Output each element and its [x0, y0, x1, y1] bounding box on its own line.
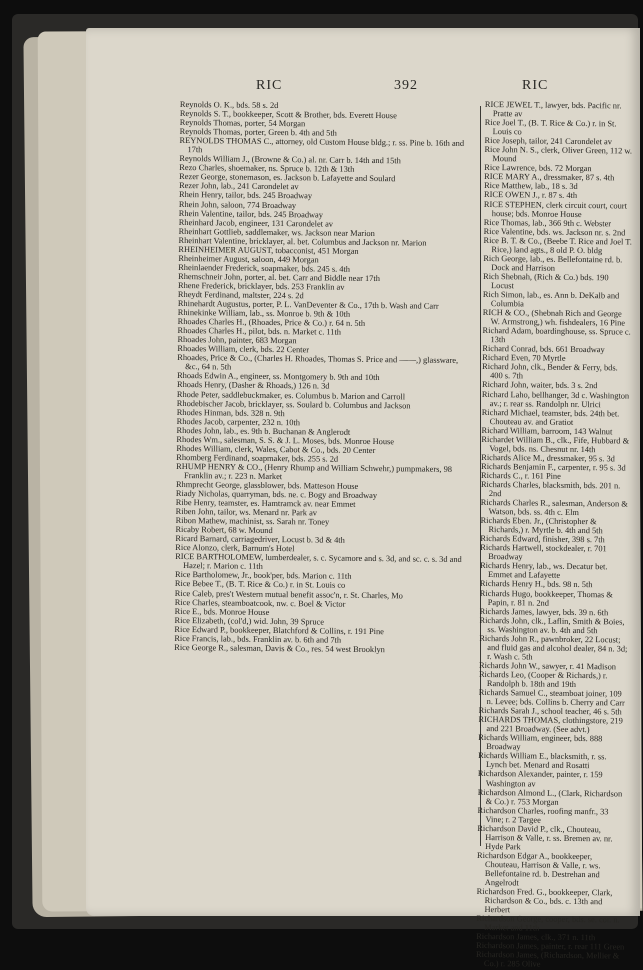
directory-entry: Richards Hugo, bookkeeper, Thomas & Papin, r. 81 n. 2nd [479, 588, 613, 608]
directory-entry: Rheydt Ferdinand, maltster, 224 s. 2d [177, 289, 304, 301]
directory-entry: Rhemschneir John, porter, al. bet. Carr and Biddle near 17th [178, 271, 380, 283]
directory-entry: Reynolds William J., (Browne & Co.) al. nr. Carr b. 14th and 15th [179, 154, 401, 166]
directory-entry: Richards Edward, finisher, 398 s. 7th [480, 534, 605, 545]
directory-entry: Richardson James, (Richardson, Mellier & Co.) r. 285 Olive [476, 950, 620, 970]
directory-entry: Rice Elizabeth, (col'd,) wid. John, 39 Spruce [174, 615, 325, 627]
directory-entry: Riady Nicholas, quarryman, bds. ne. c. Bogy and Broadway [175, 488, 378, 501]
directory-entry: Richard John, clk., Bender & Ferry, bds. 400 s. 7th [482, 362, 618, 381]
directory-entry: Rhoades John, painter, 683 Morgan [177, 335, 297, 346]
directory-entry: Ricaby Robert, 68 w. Mound [175, 525, 273, 536]
directory-entry: RICE BARTHOLOMEW, lumberdealer, s. c. Sycamore and s. 3d, and sc. c. s. 3d and Hazel; r. Marion c. 11th [175, 552, 462, 572]
directory-entry: Richardson Alexander, painter, r. 159 Washington av [477, 769, 603, 789]
directory-entry: Rhodes John, lab., es. 9th b. Buchanan & Anglerodt [176, 425, 351, 437]
left-column [174, 100, 472, 655]
directory-entry: Rice Caleb, pres't Western mutual benefit assoc'n, r. St. Charles, Mo [174, 588, 403, 600]
directory-entry: Rhene Frederick, bricklayer, bds. 253 Franklin av [178, 280, 345, 292]
directory-entry: Richards Samuel C., steamboat joiner, 109 n. Levee; bds. Collins b. Cherry and Carr [478, 688, 625, 708]
directory-entry: Rheinhart Gottlieb, saddlemaker, ws. Jackson near Marion [178, 226, 375, 238]
directory-entry: Richards James, lawyer, bds. 39 n. 6th [479, 606, 609, 617]
directory-entry: RICE STEPHEN, clerk circuit court, court house; bds. Monroe House [483, 199, 627, 219]
directory-entry: Rhode Peter, saddlebuckmaker, es. Columbus b. Marion and Carroll [176, 389, 406, 401]
directory-entry: Richardet William B., clk., Fife, Hubbard & Vogel, bds. ns. Chesnut nr. 14th [481, 434, 630, 454]
directory-entry: Rhoades, Price & Co., (Charles H. Rhoades, Thomas S. Price and ——,) glassware, &c., 64 n. 5th [177, 353, 459, 372]
header-right-guide-word: RIC [522, 78, 549, 93]
directory-entry: Richardson James, painter, r. rear 111 Green [476, 941, 625, 952]
directory-entry: Richardson James, clk., 371 n. 11th [476, 932, 596, 943]
directory-entry: Rich Shebnah, (Rich & Co.) bds. 190 Locust [483, 271, 609, 291]
header-left-guide-word: RIC [256, 78, 283, 93]
directory-entry: Rheinhart Valentine, bricklayer, al. bet. Columbus and Jackson nr. Marion [178, 235, 427, 248]
directory-entry: Rhoads Edwin A., engineer, ss. Montgomery b. 9th and 10th [177, 371, 380, 383]
directory-entry: Reynolds Thomas, porter, 54 Morgan [179, 118, 306, 129]
directory-entry: Rich George, lab., es. Bellefontaine rd. b. Dock and Harrison [483, 253, 623, 273]
directory-entry: Rice Joel T., (B. T. Rice & Co.) r. in St. Louis co [484, 118, 617, 137]
directory-entry: Rheinlaender Frederick, soapmaker, bds. 245 s. 4th [178, 262, 351, 274]
directory-entry: Rhodes Wm., salesman, S. S. & J. L. Moses, bds. Monroe House [176, 434, 395, 446]
directory-entry: Reynolds Thomas, porter, Green b. 4th and 5th [179, 127, 337, 138]
directory-entry: Rezer George, stonemason, es. Jackson b. Lafayette and Soulard [179, 172, 396, 184]
right-column [476, 100, 635, 970]
directory-entry: Rice Lawrence, bds. 72 Morgan [484, 163, 592, 174]
directory-entry: Rice Francis, lab., bds. Franklin av. b. 6th and 7th [174, 633, 342, 645]
directory-entry: Rice Matthew, lab., 18 s. 3d [484, 181, 578, 192]
directory-entry: Richards Charles R., salesman, Anderson & Watson, bds. ss. 4th c. Elm [480, 498, 628, 518]
directory-entry: RICE OWEN J., r. 87 s. 4th [483, 190, 578, 201]
directory-entry: Rice Bebee T., (B. T. Rice & Co.) r. in St. Louis co [174, 579, 346, 591]
directory-entry: Rice Valentine, bds. ws. Jackson nr. s. 2nd [483, 226, 626, 238]
directory-entry: Richard Laho, bellhanger, 3d c. Washington av.; r. rear ss. Randolph nr. Ulrici [481, 389, 630, 409]
directory-entry: Rheinhard Jacob, engineer, 131 Carondelet av [178, 217, 334, 229]
directory-entry: RICHARDS THOMAS, clothingstore, 219 and 221 Broadway. (See advt.) [478, 715, 623, 735]
directory-entry: Rhoades William, clerk, bds. 22 Center [177, 344, 310, 355]
directory-entry: Richards John W., sawyer, r. 41 Madison [479, 660, 617, 672]
directory-entry: Reynolds O. K., bds. 58 s. 2d [179, 100, 279, 111]
directory-entry: REYNOLDS THOMAS C., attorney, old Custom House bldg.; r. ss. Pine b. 16th and 17th [179, 136, 465, 155]
directory-entry: Reynolds S. T., bookkeeper, Scott & Brother, bds. Everett House [179, 109, 397, 121]
directory-entry: Richard Conrad, bds. 661 Broadway [482, 344, 605, 355]
directory-entry: Rhein Henry, tailor, bds. 245 Broadway [178, 190, 313, 201]
directory-entry: Rice Alonzo, clerk, Barnum's Hotel [175, 543, 295, 554]
directory-entry: Richards William E., blacksmith, r. ss. Lynch bet. Menard and Rosatti [478, 751, 607, 771]
directory-entry: Richards Leo, (Cooper & Richards,) r. Randolph b. 18th and 19th [478, 669, 608, 689]
directory-entry: Richard Michael, teamster, bds. 24th bet. Chouteau av. and Gratiot [481, 407, 620, 427]
directory-entry: Richards Alice M., dressmaker, 95 s. 3d [481, 452, 615, 464]
directory-entry: Richard Adam, boardinghouse, ss. Spruce c. 13th [482, 326, 631, 345]
directory-entry: Richard Even, 70 Myrtle [482, 353, 566, 364]
directory-entry: Richard William, barroom, 143 Walnut [481, 425, 613, 437]
directory-entry: Rhoads Henry, (Dasher & Rhoads,) 126 n. 3d [176, 380, 330, 392]
directory-entry: Richardson George, cooper, bds. se. cor. n. Market and 11th [476, 914, 620, 933]
directory-entry: Rhmprecht George, glassblower, bds. Matteson House [175, 479, 359, 491]
directory-entry: Richards John, clk., Laflin, Smith & Boies, ss. Washington av. b. 4th and 5th [479, 615, 625, 635]
directory-entry: Rhomberg Ferdinand, soapmaker, bds. 255 s. 2d [176, 452, 339, 464]
directory-entry: Rich Simon, lab., es. Ann b. DeKalb and Columbia [482, 289, 620, 309]
directory-entry: Rheinheimer August, saloon, 449 Morgan [178, 253, 319, 265]
directory-entry: Ribe Henry, teamster, es. Hamtramck av. near Emmet [175, 498, 356, 509]
directory-entry: Richards Henry, lab., ws. Decatur bet. Emmet and Lafayette [480, 561, 608, 581]
directory-entry: Rice E., bds. Monroe House [174, 606, 270, 617]
directory-entry: Riben John, tailor, ws. Menard nr. Park av [175, 507, 318, 518]
directory-entry: Rice B. T. & Co., (Beebe T. Rice and Joel T. Rice,) land agts., 8 old P. O. bldg [483, 235, 632, 255]
directory-entry: Rezo Charles, shoemaker, ns. Spruce b. 12th & 13th [179, 163, 355, 175]
directory-entry: Rhodebischer Jacob, bricklayer, ss. Soulard b. Columbus and Jackson [176, 398, 411, 410]
directory-entry: Richardson David P., clk., Chouteau, Harrison & Valle, r. ss. Bremen av. nr. Hyde Park [477, 823, 613, 852]
directory-entry: Rice Bartholomew, Jr., book'per, bds. Marion c. 11th [174, 570, 352, 582]
directory-entry: RICE JEWEL T., lawyer, bds. Pacific nr. Pratte av [484, 100, 622, 119]
directory-entry: Richards John R., pawnbroker, 22 Locust; and fluid gas and alcohol dealer, 84 n. 3d; r. Wash c. 5th [479, 633, 628, 662]
directory-entry: Richards Benjamin F., carpenter, r. 95 s. 3d [481, 461, 626, 473]
directory-entry: Richards Hartwell, stockdealer, r. 701 Broadway [480, 543, 607, 562]
directory-entry: Rhoades Charles H., pilot, bds. n. Market c. 11th [177, 326, 342, 337]
directory-entry: RHUMP HENRY & CO., (Henry Rhump and William Schwehr,) pumpmakers, 98 Franklin av.; r. 223 n. Market [176, 461, 453, 482]
directory-entry: Rezer John, lab., 241 Carondelet av [179, 181, 299, 192]
directory-entry: RICE MARY A., dressmaker, 87 s. 4th [484, 172, 615, 183]
directory-entry: Ribon Mathew, machinist, ss. Sarah nr. Toney [175, 516, 330, 527]
directory-entry: Rhein Valentine, tailor, bds. 245 Broadway [178, 208, 324, 220]
directory-entry: Rhodes Hinman, bds. 328 n. 9th [176, 407, 285, 418]
directory-entry: Richards Sarah J., school teacher, 46 s. 5th [478, 706, 622, 717]
directory-entry: Rice Thomas, lab., 366 9th c. Webster [483, 217, 612, 228]
directory-entry: RICH & CO., (Shebnah Rich and George W. Armstrong,) wh. fishdealers, 16 Pine [482, 308, 626, 328]
directory-page [86, 28, 640, 970]
page-number: 392 [394, 78, 418, 93]
directory-entry: Richards William, engineer, bds. 888 Broadway [478, 733, 603, 752]
directory-entry: Rhodes William, clerk, Wales, Cabot & Co., bds. 20 Center [176, 443, 376, 455]
page-header [86, 78, 640, 100]
directory-entry: Richardson Almond L., (Clark, Richardson & Co.) r. 753 Morgan [477, 787, 623, 807]
directory-entry: RHEINHEIMER AUGUST, tobacconist, 451 Morgan [178, 244, 359, 256]
directory-entry: Richardson Edgar A., bookkeeper, Chouteau, Harrison & Valle, r. ws. Bellefontaine rd. b. Destrehan and Angelrodt [477, 850, 601, 888]
directory-entry: Richards Henry H., bds. 98 n. 5th [479, 579, 593, 590]
directory-entry: Richardson Charles, roofing manfr., 33 Vine; r. 2 Targee [477, 805, 609, 825]
directory-entry: Rice George R., salesman, Davis & Co., res. 54 west Brooklyn [174, 642, 385, 654]
directory-entry: Richards Eben. Jr., (Christopher & Richards,) r. Myrtle b. 4th and 5th [480, 516, 603, 536]
directory-entry: Rhodes Jacob, carpenter, 232 n. 10th [176, 416, 301, 427]
directory-entry: Rhoades Charles H., (Rhoades, Price & Co.) r. 64 n. 5th [177, 317, 366, 329]
directory-entry: Richards Charles, blacksmith, bds. 201 n. 2nd [480, 479, 621, 499]
directory-entry: Ricard Barnard, carriagedriver, Locust b. 3d & 4th [175, 534, 345, 545]
directory-entry: Rice Charles, steamboatcook, nw. c. Boel & Victor [174, 597, 346, 609]
directory-entry: Rice John N. S., clerk, Oliver Green, 112 w. Mound [484, 145, 633, 164]
directory-entry: Rhein John, saloon, 774 Broadway [178, 199, 297, 210]
directory-entry: Richards C., r. 161 Pine [481, 470, 561, 481]
directory-entry: Rhinehardt Augustus, porter, P. L. VanDeventer & Co., 17th b. Wash and Carr [177, 299, 439, 311]
directory-entry: Rice Joseph, tailor, 241 Carondelet av [484, 136, 612, 147]
directory-entry: Rice Edward P., bookkeeper, Blatchford & Collins, r. 191 Pine [174, 624, 384, 636]
directory-entry: Richard John, waiter, bds. 3 s. 2nd [481, 380, 598, 391]
directory-entry: Rhinekinke William, lab., ss. Monroe b. 9th & 10th [177, 308, 351, 319]
directory-entry: Richardson Fred. G., bookkeeper, Clark, Richardson & Co., bds. c. 13th and Herbert [476, 887, 613, 915]
